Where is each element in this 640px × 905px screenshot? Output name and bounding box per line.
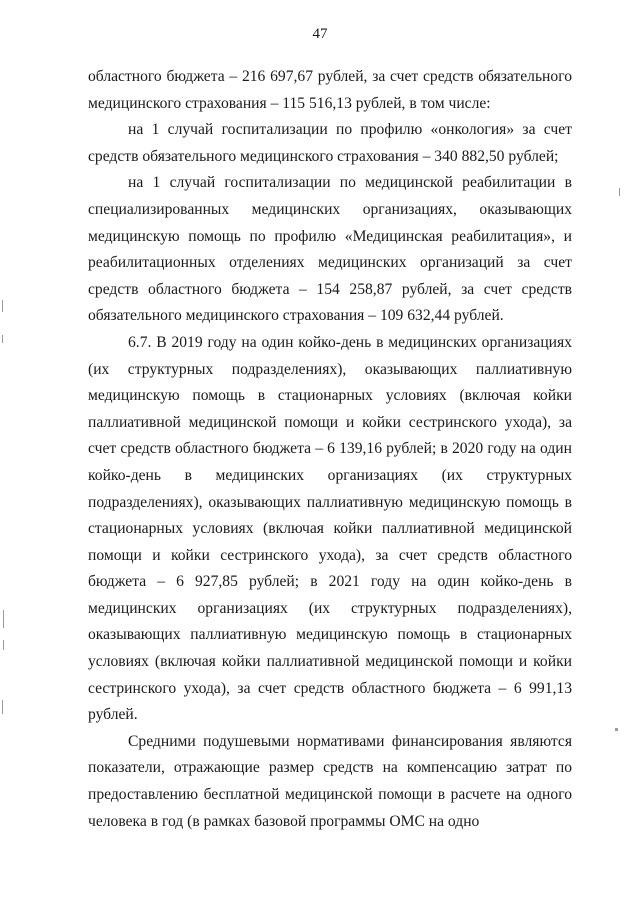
scan-artifact [2,700,3,714]
scan-artifact [3,610,4,628]
paragraph-6-7-palliative: 6.7. В 2019 году на один койко-день в медицинских организациях (их структурных подразделениях), оказывающих паллиативную медицинскую помощь в стационарных условиях (включая койки паллиативной медицинской помощи и койки сестринского ухода), за счет средств областного бюджета – 6 139,16 рублей; в 2020 году на один койко-день в медицинских организациях (их структурных подразделениях), оказывающих паллиативную медицинскую помощь в стационарных условиях (включая койки паллиативной медицинской помощи и койки сестринского ухода), за счет средств областного бюджета – 6 927,85 рублей; в 2021 году на один койко-день в медицинских организациях (их структурных подразделениях), оказывающих паллиативную медицинскую помощь в стационарных условиях (включая койки паллиативной медицинской помощи и койки сестринского ухода), за счет средств областного бюджета – 6 991,13 рублей. [88,333,572,724]
scan-artifact [2,300,3,312]
paragraph-continuation: областного бюджета – 216 697,67 рублей, за счет средств обязательного медицинского страхования – 115 516,13 рублей, в том числе: [88,68,572,112]
scan-artifact [619,188,620,196]
page-number: 47 [312,26,328,42]
paragraph-rehabilitation: на 1 случай госпитализации по медицинской реабилитации в специализированных медицинских организациях, оказывающих медицинскую помощь по профилю «Медицинская реабилитация», и реабилитационных отделениях медицинских организаций за счет средств областного бюджета – 154 258,87 рублей, за счет средств обязательного медицинского страхования – 109 632,44 рублей. [88,174,572,325]
document-body [88,64,572,835]
scan-artifact [615,728,618,731]
paragraph-oncology: на 1 случай госпитализации по профилю «онкология» за счет средств обязательного медицинского страхования – 340 882,50 рублей; [88,121,572,165]
scan-artifact [3,640,4,650]
scan-artifact [2,335,3,343]
paragraph-per-capita-norms: Средними подушевыми нормативами финансирования являются показатели, отражающие размер средств на компенсацию затрат по предоставлению бесплатной медицинской помощи в расчете на одного человека в год (в рамках базовой программы ОМС на одно [88,732,572,830]
